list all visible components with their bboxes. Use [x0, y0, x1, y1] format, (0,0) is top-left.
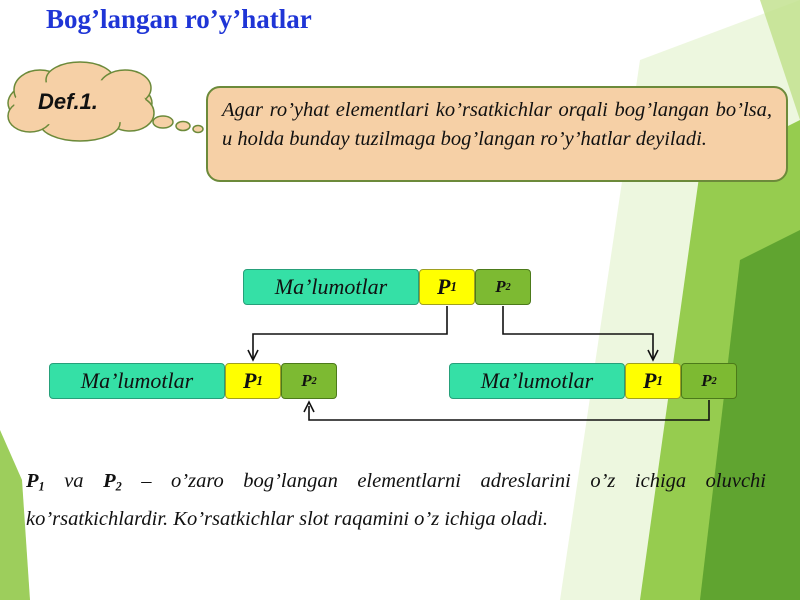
- pointer-p2-subscript: 2: [711, 375, 717, 387]
- pointer-p2-subscript: 2: [505, 281, 511, 293]
- pointer-p1-letter: P: [642, 368, 657, 393]
- pointer-p1-subscript: 1: [656, 373, 664, 388]
- arrow-p2-to-right-node: [503, 306, 653, 358]
- node-data-cell: Ma’lumotlar: [49, 363, 225, 399]
- node-data-cell: Ma’lumotlar: [243, 269, 419, 305]
- pointer-p2-letter: P: [495, 277, 506, 296]
- definition-text: Agar ro’yhat elementlari ko’rsatkichlar orqali bog’langan bo’lsa, u holda bunday tuzilmaga bog’langan ro’y’hatlar deyiladi.: [222, 99, 772, 150]
- explanation-p1-subscript: 1: [38, 479, 45, 494]
- arrow-p1-to-left-node: [253, 306, 447, 358]
- pointer-p2-subscript: 2: [311, 375, 317, 387]
- arrow-p2-back-to-left-p2: [309, 400, 709, 420]
- explanation-paragraph: [26, 465, 766, 535]
- pointer-p1-subscript: 1: [450, 279, 458, 294]
- explanation-connector: va: [44, 470, 104, 492]
- explanation-text: – o’zaro bog’langan elementlarni adreslarini o’z ichiga oluvchi ko’rsatkichlardir. Ko’rsatkichlar slot raqamini o’z ichiga oladi.: [26, 470, 766, 530]
- pointer-p2-letter: P: [701, 371, 712, 390]
- explanation-p1-letter: P: [26, 470, 39, 492]
- pointer-p1-letter: P: [436, 274, 451, 299]
- explanation-p2-subscript: 2: [115, 479, 122, 494]
- pointer-p2-letter: P: [301, 371, 312, 390]
- pointer-p1-subscript: 1: [256, 373, 264, 388]
- node-data-cell: Ma’lumotlar: [449, 363, 625, 399]
- pointer-p1-letter: P: [242, 368, 257, 393]
- slide-title: Bog’langan ro’y’hatlar: [46, 4, 312, 34]
- definition-label: Def.1.: [38, 89, 98, 114]
- explanation-p2-letter: P: [103, 470, 116, 492]
